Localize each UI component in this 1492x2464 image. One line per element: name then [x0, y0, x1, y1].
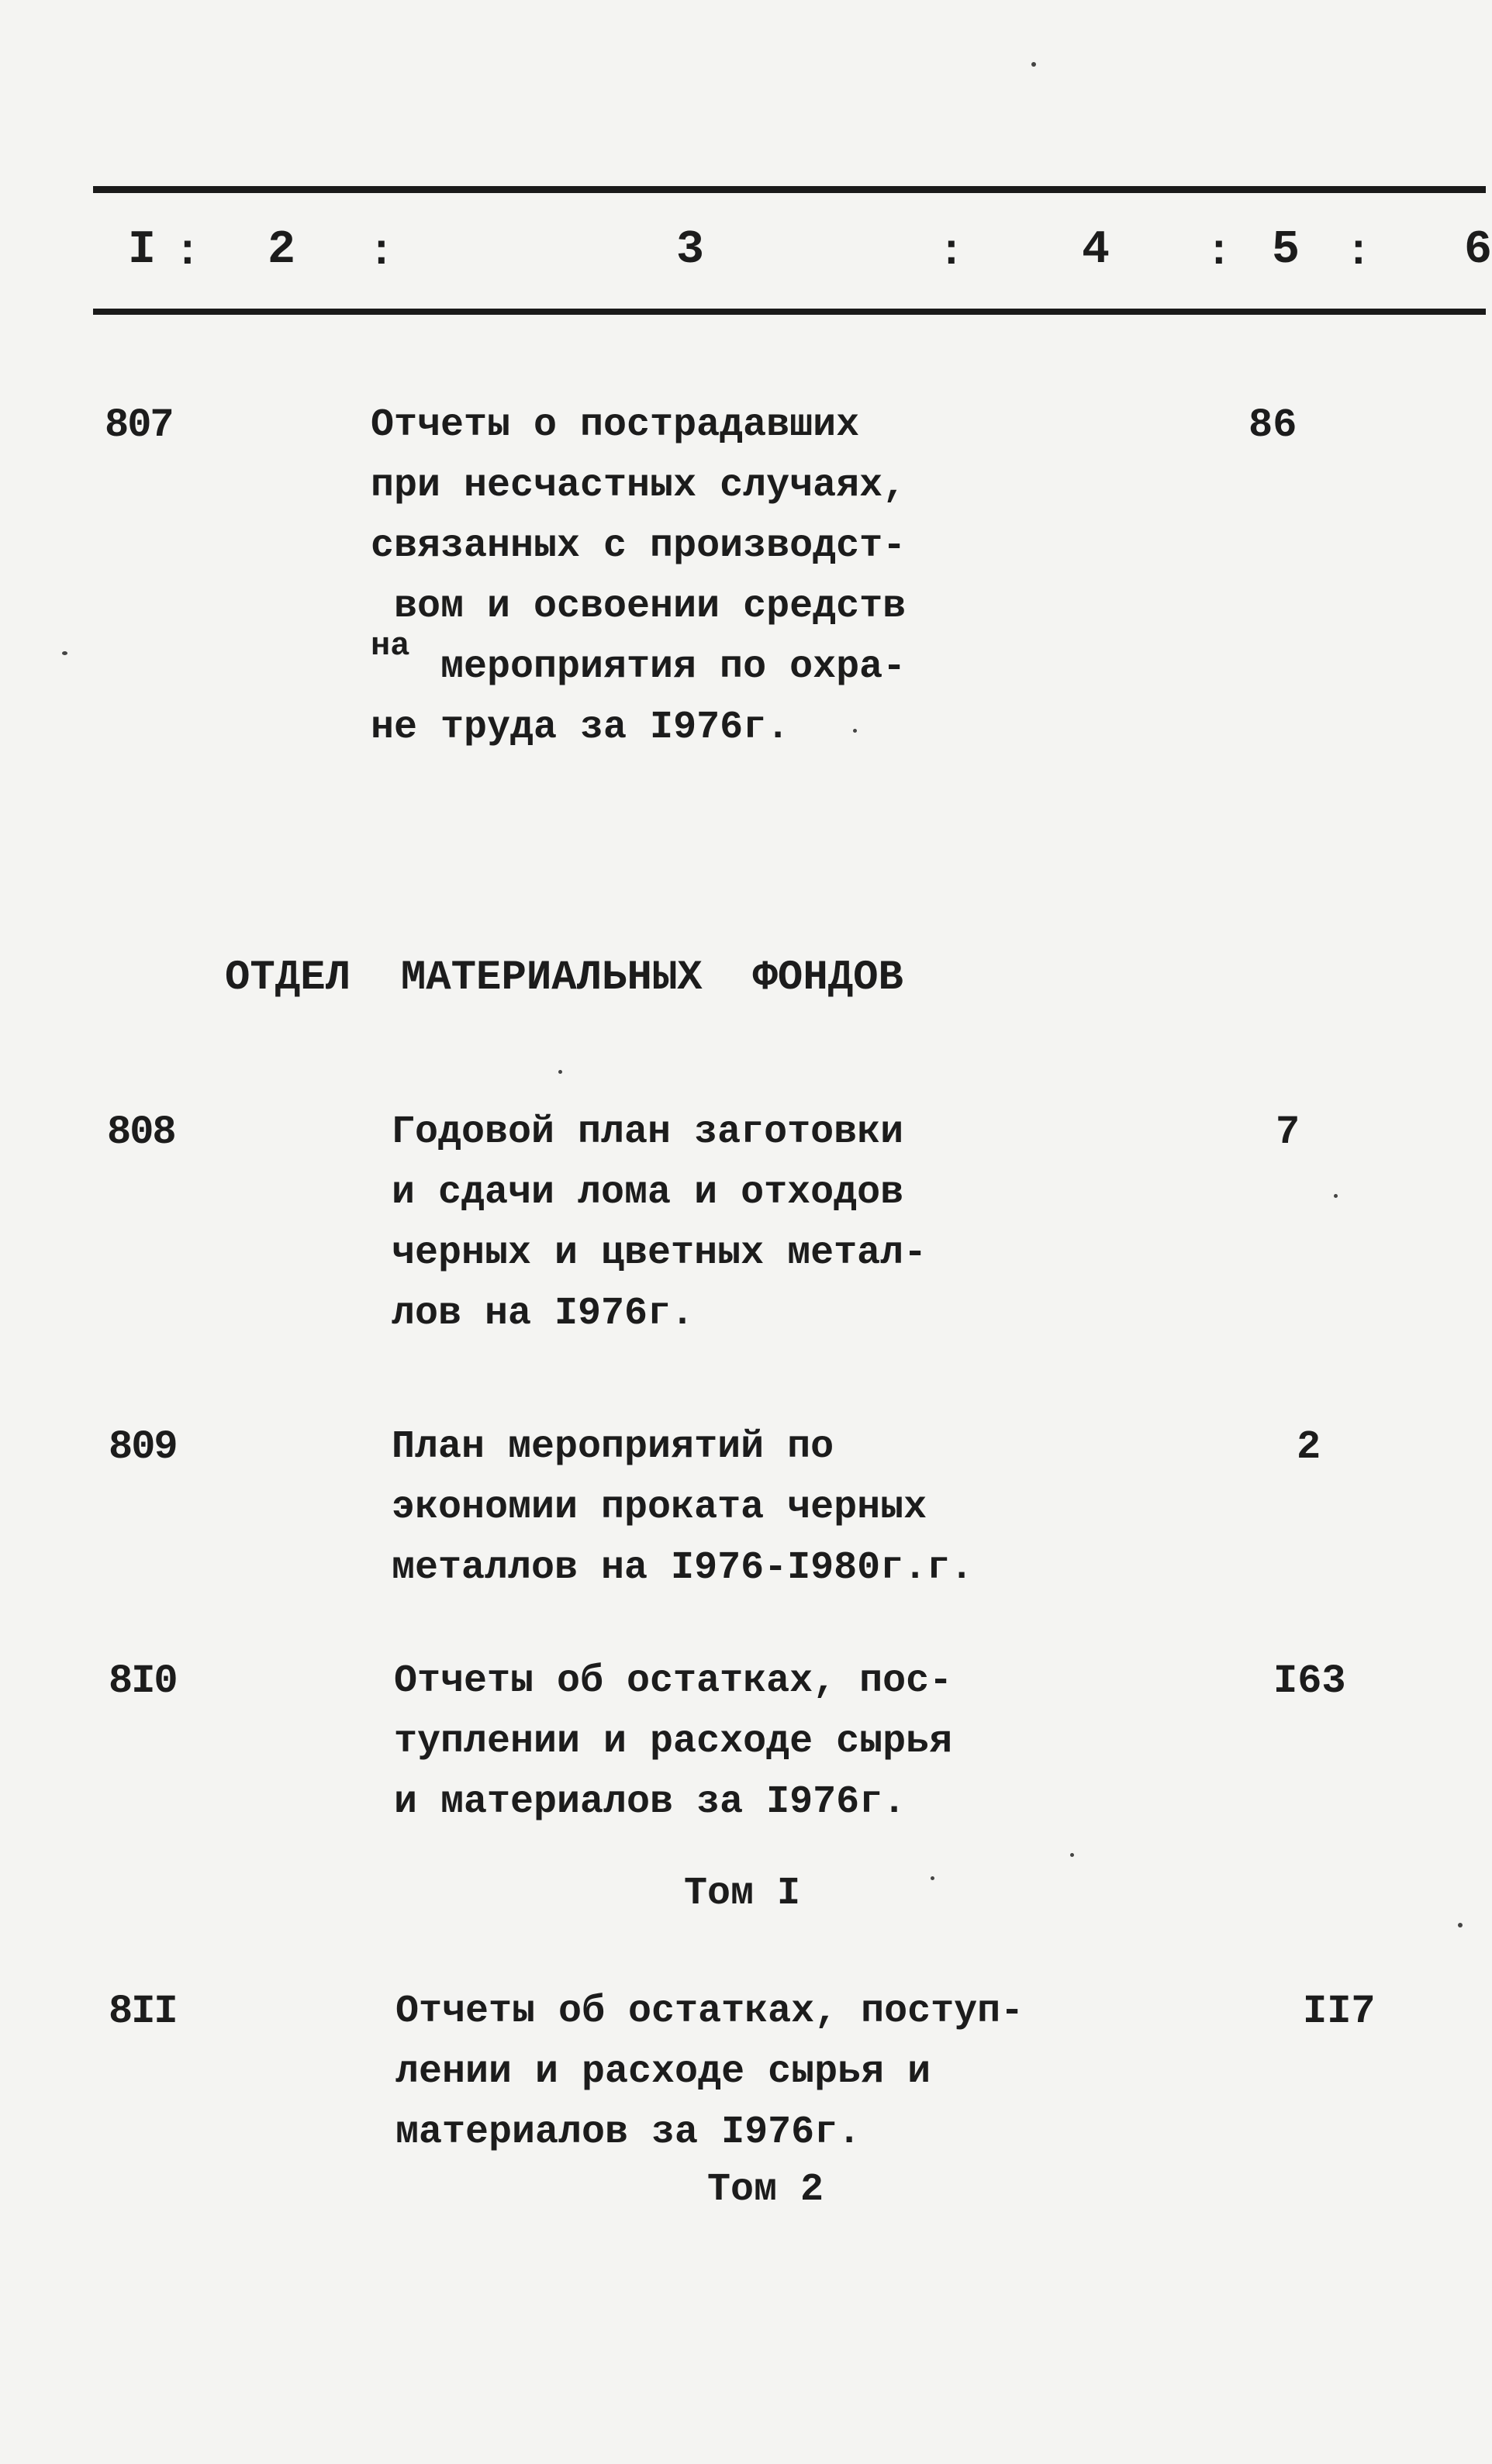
- entry-number: 809: [109, 1424, 177, 1470]
- entry-description-line: План мероприятий по: [392, 1425, 834, 1469]
- entry-description-line: мероприятия по охра-: [440, 645, 907, 689]
- entry-description-line: туплении и расходе сырья: [394, 1720, 953, 1764]
- column-separator: :: [938, 227, 965, 277]
- entry-sheet-count: 86: [1249, 402, 1297, 448]
- entry-number: 807: [105, 402, 173, 448]
- scan-speck: [1070, 1853, 1074, 1857]
- entry-sheet-count: 7: [1276, 1109, 1300, 1155]
- entry-description-line: при несчастных случаях,: [371, 464, 907, 508]
- entry-description-line: Отчеты об остатках, пос-: [394, 1659, 953, 1703]
- column-separator: :: [1206, 227, 1232, 277]
- entry-description-line: лов на I976г.: [392, 1292, 695, 1336]
- entry-sheet-count: II7: [1303, 1989, 1376, 2034]
- entry-volume-label: Том 2: [707, 2168, 824, 2212]
- scan-speck: [558, 1070, 562, 1074]
- column-number-5: 5: [1272, 224, 1300, 277]
- column-number-1: I: [128, 224, 157, 277]
- section-heading: ОТДЕЛ МАТЕРИАЛЬНЫХ ФОНДОВ: [225, 954, 903, 1002]
- entry-description-line: связанных с производст-: [371, 524, 907, 568]
- scan-speck: [62, 651, 67, 655]
- entry-description-line: лении и расходе сырья и: [395, 2050, 931, 2094]
- entry-description-line: экономии проката черных: [392, 1486, 927, 1530]
- scan-speck: [931, 1876, 934, 1880]
- entry-description-line: металлов на I976-I980г.г.: [392, 1546, 974, 1590]
- entry-sheet-count: I63: [1273, 1658, 1346, 1704]
- column-number-3: 3: [676, 224, 705, 277]
- entry-inline-prefix: на: [371, 627, 410, 664]
- entry-description-line: и материалов за I976г.: [394, 1780, 907, 1824]
- column-number-4: 4: [1082, 224, 1110, 277]
- entry-number: 8II: [109, 1989, 177, 2034]
- column-separator: :: [1345, 227, 1372, 277]
- entry-description-line: Отчеты об остатках, поступ-: [395, 1989, 1024, 2034]
- entry-description-line: вом и освоении средств: [371, 585, 907, 629]
- entry-description-line: материалов за I976г.: [395, 2110, 862, 2155]
- column-number-2: 2: [268, 224, 296, 277]
- entry-number: 808: [107, 1109, 175, 1155]
- header-bottom-rule: [93, 309, 1486, 315]
- entry-description-line: не труда за I976г.: [371, 706, 790, 750]
- entry-number: 8I0: [109, 1658, 177, 1704]
- entry-description-line: Годовой план заготовки: [392, 1110, 904, 1154]
- entry-sheet-count: 2: [1297, 1424, 1321, 1470]
- entry-description-line: и сдачи лома и отходов: [392, 1171, 904, 1215]
- scan-speck: [1458, 1923, 1463, 1927]
- entry-volume-label: Том I: [684, 1872, 801, 1916]
- scan-speck: [1334, 1194, 1338, 1198]
- column-separator: :: [368, 227, 395, 277]
- scan-speck: [1031, 62, 1036, 67]
- column-separator: :: [174, 227, 201, 277]
- column-number-6: 6: [1464, 224, 1492, 277]
- scan-speck: [853, 729, 857, 733]
- entry-description-line: Отчеты о пострадавших: [371, 403, 860, 447]
- entry-description-line: черных и цветных метал-: [392, 1231, 927, 1275]
- header-top-rule: [93, 186, 1486, 193]
